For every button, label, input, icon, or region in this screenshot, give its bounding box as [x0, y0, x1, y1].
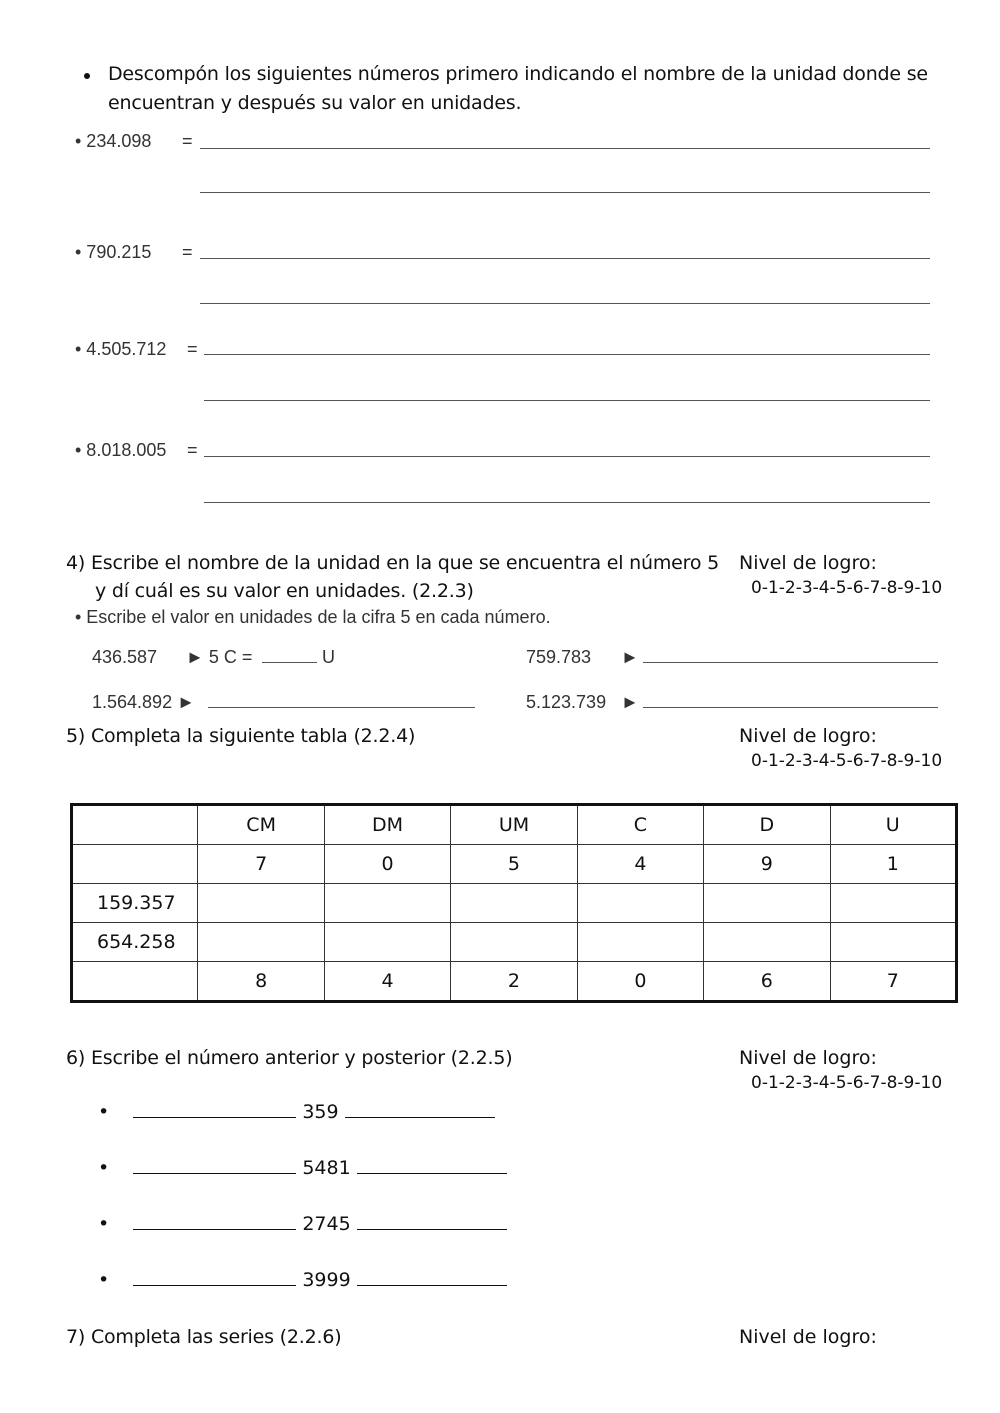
answer-line-3b[interactable]	[204, 400, 930, 401]
table-cell[interactable]	[830, 923, 956, 962]
given-number: 3999	[302, 1269, 351, 1291]
table-cell[interactable]	[198, 884, 324, 923]
table-cell: 2	[451, 962, 577, 1002]
table-cell[interactable]	[830, 884, 956, 923]
list-item	[98, 1157, 507, 1179]
table-row	[72, 845, 957, 884]
table-cell: 654.258	[72, 923, 198, 962]
ex4-arrow: ►	[621, 692, 639, 712]
decompose-label-2: • 790.215	[75, 242, 152, 262]
intro-bullet	[84, 73, 90, 79]
list-item	[98, 1269, 507, 1291]
table-header-row	[72, 805, 957, 845]
table-cell: 1	[830, 845, 956, 884]
section5-nivel	[739, 725, 942, 771]
decompose-eq-1: =	[182, 131, 193, 151]
bullet-icon: •	[98, 1269, 110, 1291]
section4-subtitle: • Escribe el valor en unidades de la cifra 5 en cada número.	[75, 607, 551, 627]
bullet-icon: •	[98, 1101, 110, 1123]
table-cell: 0	[577, 962, 703, 1002]
section4-nivel-label: Nivel de logro:	[739, 552, 877, 574]
previous-number-blank[interactable]	[133, 1103, 296, 1118]
table-cell[interactable]	[324, 923, 450, 962]
table-cell[interactable]	[72, 845, 198, 884]
ex1-answer-line[interactable]	[262, 662, 317, 663]
table-header-cell: CM	[198, 805, 324, 845]
table-cell[interactable]	[704, 923, 830, 962]
section6-nivel	[739, 1047, 942, 1093]
table-cell[interactable]	[198, 923, 324, 962]
section7-title: 7) Completa las series (2.2.6)	[66, 1326, 342, 1348]
answer-line-1a[interactable]	[200, 148, 930, 149]
table-cell: 4	[577, 845, 703, 884]
answer-line-2a[interactable]	[200, 258, 930, 259]
next-number-blank[interactable]	[345, 1103, 495, 1118]
table-cell[interactable]	[704, 884, 830, 923]
table-header-cell: DM	[324, 805, 450, 845]
bullet-icon: •	[98, 1157, 110, 1179]
previous-number-blank[interactable]	[133, 1271, 296, 1286]
table-header-cell: U	[830, 805, 956, 845]
table-header-cell	[72, 805, 198, 845]
ex3-answer-line[interactable]	[208, 707, 475, 708]
next-number-blank[interactable]	[357, 1271, 507, 1286]
intro-text-line2: encuentran y después su valor en unidades.	[108, 92, 522, 114]
section7-nivel-label: Nivel de logro:	[739, 1326, 877, 1348]
decompose-eq-2: =	[182, 242, 193, 262]
table-cell[interactable]	[324, 884, 450, 923]
answer-line-4a[interactable]	[204, 456, 930, 457]
list-item	[98, 1213, 507, 1235]
given-number: 5481	[302, 1157, 351, 1179]
table-cell: 5	[451, 845, 577, 884]
section7-nivel	[739, 1326, 877, 1348]
place-value-table	[70, 803, 958, 1003]
ex2-arrow: ►	[621, 647, 639, 667]
ex2-answer-line[interactable]	[643, 662, 938, 663]
decompose-label-3: • 4.505.712	[75, 339, 167, 359]
answer-line-1b[interactable]	[200, 192, 930, 193]
previous-number-blank[interactable]	[133, 1215, 296, 1230]
ex4-number: 5.123.739	[526, 692, 607, 712]
decompose-label-1: • 234.098	[75, 131, 152, 151]
decompose-label-4: • 8.018.005	[75, 440, 167, 460]
ex4-answer-line[interactable]	[643, 707, 938, 708]
list-item	[98, 1101, 495, 1123]
decompose-eq-3: =	[187, 339, 198, 359]
table-cell: 4	[324, 962, 450, 1002]
answer-line-2b[interactable]	[200, 303, 930, 304]
ex1-unit: U	[322, 647, 335, 667]
section6-title: 6) Escribe el número anterior y posterior (2.2.5)	[66, 1047, 513, 1069]
section5-nivel-label: Nivel de logro:	[739, 725, 877, 747]
table-header-cell: D	[704, 805, 830, 845]
table-row	[72, 884, 957, 923]
previous-number-blank[interactable]	[133, 1159, 296, 1174]
ex2-number: 759.783	[526, 647, 592, 667]
table-cell: 7	[198, 845, 324, 884]
intro-text-line1: Descompón los siguientes números primero indicando el nombre de la unidad donde se	[108, 63, 928, 85]
bullet-icon: •	[98, 1213, 110, 1235]
section4-nivel	[739, 552, 942, 598]
table-cell: 0	[324, 845, 450, 884]
table-header-cell: C	[577, 805, 703, 845]
section6-nivel-scale: 0-1-2-3-4-5-6-7-8-9-10	[751, 1073, 943, 1093]
table-row	[72, 923, 957, 962]
given-number: 2745	[302, 1213, 351, 1235]
next-number-blank[interactable]	[357, 1215, 507, 1230]
table-cell: 7	[830, 962, 956, 1002]
section4-title-line1: 4) Escribe el nombre de la unidad en la que se encuentra el número 5	[66, 552, 719, 574]
section5-title: 5) Completa la siguiente tabla (2.2.4)	[66, 725, 416, 747]
answer-line-4b[interactable]	[204, 502, 930, 503]
table-cell: 8	[198, 962, 324, 1002]
table-cell[interactable]	[451, 884, 577, 923]
section4-title-line2: y dí cuál es su valor en unidades. (2.2.3)	[95, 580, 474, 602]
answer-line-3a[interactable]	[204, 354, 930, 355]
ex1-number: 436.587	[92, 647, 158, 667]
ex1-arrow: ► 5 C =	[186, 647, 253, 667]
decompose-eq-4: =	[187, 440, 198, 460]
table-cell: 159.357	[72, 884, 198, 923]
table-row	[72, 962, 957, 1002]
table-header-cell: UM	[451, 805, 577, 845]
table-cell[interactable]	[72, 962, 198, 1002]
given-number: 359	[302, 1101, 339, 1123]
next-number-blank[interactable]	[357, 1159, 507, 1174]
table-cell[interactable]	[451, 923, 577, 962]
table-cell: 6	[704, 962, 830, 1002]
ex3-number: 1.564.892 ►	[92, 692, 195, 712]
table-cell: 9	[704, 845, 830, 884]
table-cell[interactable]	[577, 923, 703, 962]
section5-nivel-scale: 0-1-2-3-4-5-6-7-8-9-10	[751, 751, 943, 771]
table-cell[interactable]	[577, 884, 703, 923]
section4-nivel-scale: 0-1-2-3-4-5-6-7-8-9-10	[751, 578, 943, 598]
section6-nivel-label: Nivel de logro:	[739, 1047, 877, 1069]
